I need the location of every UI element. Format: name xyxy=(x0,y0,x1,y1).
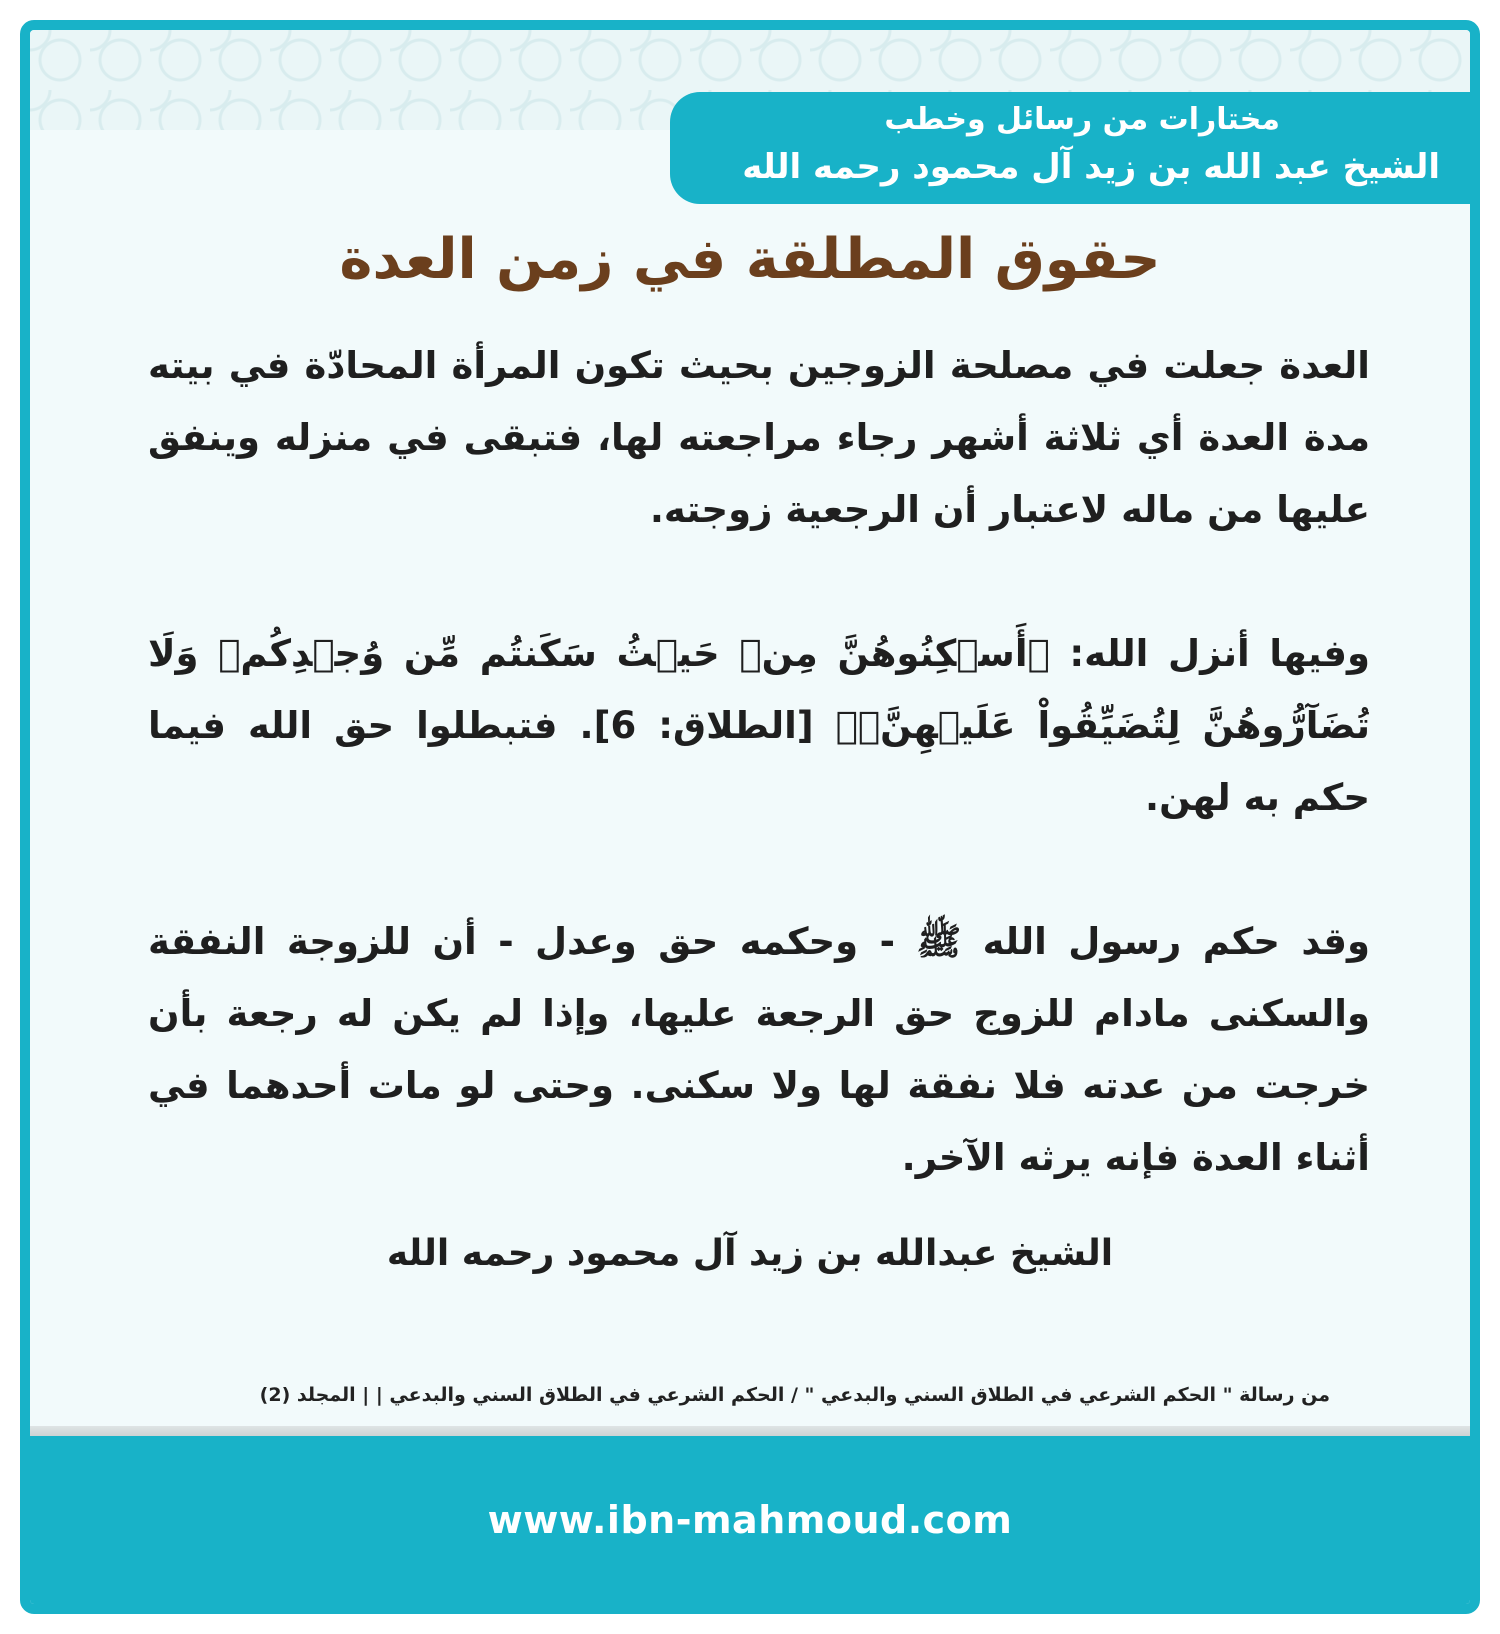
website-link[interactable]: www.ibn-mahmoud.com xyxy=(487,1498,1013,1542)
article-body xyxy=(148,330,1370,1266)
signature: الشيخ عبدالله بن زيد آل محمود رحمه الله xyxy=(386,1233,1114,1274)
header-band xyxy=(670,92,1470,204)
paragraph-1: العدة جعلت في مصلحة الزوجين بحيث تكون المرأة المحادّة في بيته مدة العدة أي ثلاثة أشهر رجاء مراجعته لها، فتبقى في منزله وينفق عليها من ماله لاعتبار أن الرجعية زوجته. xyxy=(148,344,1370,531)
source-citation: من رسالة " الحكم الشرعي في الطلاق السني والبدعي " / الحكم الشرعي في الطلاق السني والبدعي | | المجلد (2) xyxy=(259,1384,1330,1406)
footer-band xyxy=(30,1436,1470,1604)
card-frame xyxy=(20,20,1480,1614)
author-header: الشيخ عبد الله بن زيد آل محمود رحمه الله xyxy=(742,147,1440,187)
paragraph-3: وقد حكم رسول الله ﷺ - وحكمه حق وعدل - أن للزوجة النفقة والسكنى مادام للزوج حق الرجعة عليها، وإذا لم يكن له رجعة بأن خرجت من عدته فلا نفقة لها ولا سكنى. وحتى لو مات أحدهما في أثناء العدة فإنه يرثه الآخر. xyxy=(148,920,1370,1179)
series-title: مختارات من رسائل وخطب xyxy=(884,102,1280,137)
paragraph-2: وفيها أنزل الله: ﴿أَسۡكِنُوهُنَّ مِنۡ حَيۡثُ سَكَنتُم مِّن وُجۡدِكُمۡ وَلَا تُضَآرُّوهُنَّ لِتُضَيِّقُواْ عَلَيۡهِنَّۚ﴾ [الطلاق: 6]. فتبطلوا حق الله فيما حكم به لهن. xyxy=(148,632,1370,819)
page-title: حقوق المطلقة في زمن العدة xyxy=(339,227,1161,292)
